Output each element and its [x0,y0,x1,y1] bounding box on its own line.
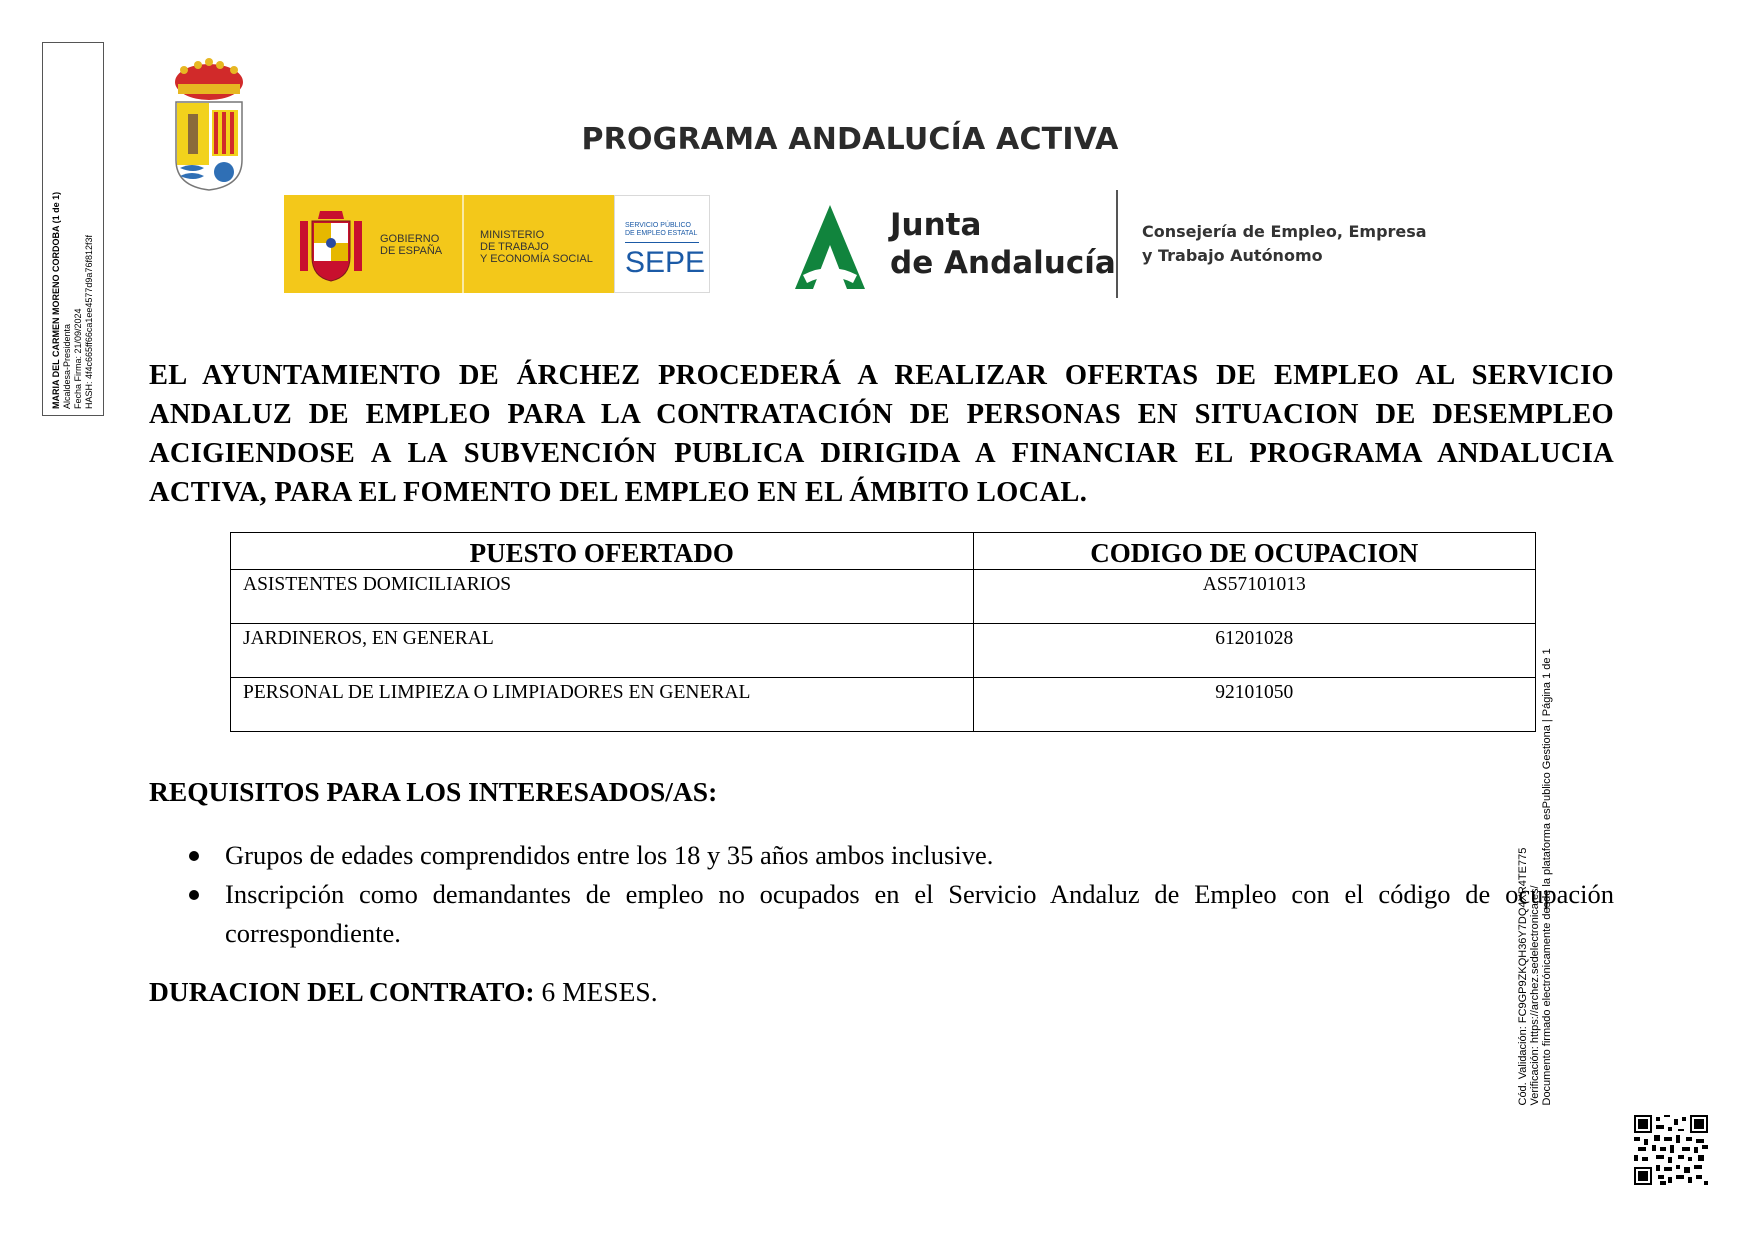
jobs-table [230,532,1536,732]
requirement-text: Grupos de edades comprendidos entre los 18 y 35 años ambos inclusive. [225,840,994,870]
gobierno-yellow-panel [284,195,614,293]
table-row [231,570,1536,624]
signature-note: Documento firmado electrónicamente desde la plataforma esPublico Gestiona | Página 1 de 1 [1541,647,1553,1105]
codigo-cell: 61201028 [973,624,1535,678]
duration-label: DURACION DEL CONTRATO: [149,976,535,1007]
program-title: PROGRAMA ANDALUCÍA ACTIVA [581,122,1119,157]
contract-duration [149,976,658,1008]
verification-url: Verificación: https://archez.sedelectronica.es/ [1529,884,1541,1105]
sepe-subtitle-line-2: DE EMPLEO ESTATAL [625,230,698,237]
codigo-cell: 92101050 [973,678,1535,732]
table-header-row [231,533,1536,570]
sepe-divider [625,242,699,243]
puesto-cell: ASISTENTES DOMICILIARIOS [231,570,974,624]
ministerio-line-1: MINISTERIO [480,229,545,241]
sepe-subtitle-line-1: SERVICIO PÚBLICO [625,222,692,229]
ministerio-line-2: DE TRABAJO [480,241,549,253]
table-row [231,624,1536,678]
sepe-wordmark: SEPE [625,246,706,279]
requirement-text: Inscripción como demandantes de empleo no ocupados en el Servicio Andaluz de Empleo con el código de ocupación correspondiente. [225,879,1614,948]
signature-hash: HASH: 4f4c665ff66ca1ee4577d9a76f812f3f [84,235,94,409]
gobierno-logo-banner [284,195,710,293]
ministerio-label [480,229,593,265]
consejeria-label [1142,220,1427,268]
requirements-list [149,836,1614,953]
sepe-subtitle [625,222,697,238]
intro-paragraph: EL AYUNTAMIENTO DE ÁRCHEZ PROCEDERÁ A REALIZAR OFERTAS DE EMPLEO AL SERVICIO ANDALUZ DE EMPLEO PARA LA CONTRATACIÓN DE PERSONAS EN SITUACION DE DESEMPLEO ACIGIENDOSE A LA SUBVENCIÓN PUBLICA DIRIGIDA A FINANCIAR EL PROGRAMA ANDALUCIA ACTIVA, PARA EL FOMENTO DEL EMPLEO EN EL ÁMBITO LOCAL. [149,360,1614,508]
puesto-cell: PERSONAL DE LIMPIEZA O LIMPIADORES EN GENERAL [231,678,974,732]
gobierno-label [380,233,442,257]
ministerio-line-3: Y ECONOMÍA SOCIAL [480,253,593,265]
requirements-title: REQUISITOS PARA LOS INTERESADOS/AS: [149,776,718,807]
junta-line-1: Junta [890,207,982,243]
junta-andalucia-wordmark [890,206,1116,282]
town-coat-of-arms-icon [170,56,248,192]
list-item [149,836,1614,875]
gobierno-line-2: DE ESPAÑA [380,245,443,257]
signature-date: Fecha Firma: 21/09/2024 [73,308,83,409]
sepe-logo [614,195,710,293]
table-row [231,678,1536,732]
validation-code: Cód. Validación: FC9GP9ZKQH36Y7DQ4XR4TE775 [1517,847,1529,1105]
spain-coat-of-arms-icon [298,207,364,283]
signer-name: MARIA DEL CARMEN MORENO CORDOBA (1 de 1) [51,191,61,409]
gobierno-line-1: GOBIERNO [380,233,440,245]
junta-line-2: de Andalucía [890,245,1116,281]
bullet-icon [189,890,199,900]
column-header-codigo: CODIGO DE OCUPACION [973,533,1535,570]
gobierno-divider [462,195,464,293]
verification-strip [1512,580,1558,1105]
list-item [149,875,1614,953]
consejeria-line-1: Consejería de Empleo, Empresa [1142,222,1427,241]
puesto-cell: JARDINEROS, EN GENERAL [231,624,974,678]
duration-value: 6 MESES. [534,976,658,1007]
signer-role: Alcaldesa-Presidenta [62,323,72,409]
junta-divider [1116,190,1118,298]
column-header-puesto: PUESTO OFERTADO [231,533,974,570]
signature-stamp [42,42,104,416]
codigo-cell: AS57101013 [973,570,1535,624]
bullet-icon [189,851,199,861]
consejeria-line-2: y Trabajo Autónomo [1142,246,1323,265]
qr-code-icon [1634,1115,1708,1185]
junta-andalucia-logo-icon [795,205,865,289]
